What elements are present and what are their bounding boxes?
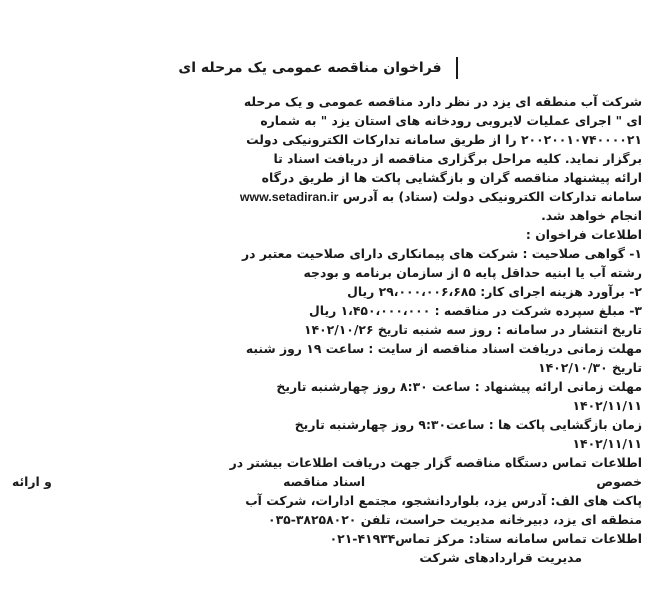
body-line: برگزار نماید. کلیه مراحل برگزاری مناقصه از دریافت اسناد تا — [273, 151, 642, 166]
cost-estimate-line: ۲- برآورد هزینه اجرای کار: ۲۹،۰۰۰،۰۰۶،۶۸۵ ریال — [347, 284, 642, 299]
signature-line: مدیریت قراردادهای شرکت — [419, 550, 582, 565]
title-box-edge — [456, 57, 458, 79]
document-deadline-line: تاریخ ۱۴۰۲/۱۰/۳۰ — [538, 360, 642, 375]
body-line: ۲۰۰۲۰۰۱۰۷۴۰۰۰۰۲۱ را از طریق سامانه تدارکات الکترونیکی دولت — [246, 132, 642, 147]
notice-title: فراخوان مناقصه عمومی یک مرحله ای — [178, 60, 442, 76]
body-line-with-url — [12, 187, 642, 206]
address-line: پاکت های الف: آدرس یزد، بلواردانشجو، مجتمع ادارات، شرکت آب — [245, 493, 642, 508]
bid-deadline-date: ۱۴۰۲/۱۱/۱۱ — [572, 398, 642, 413]
document-deadline-line: مهلت زمانی دریافت اسناد مناقصه از سایت : ساعت ۱۹ روز شنبه — [245, 341, 642, 356]
body-line: ای " اجرای عملیات لایروبی رودخانه های استان یزد " به شماره — [260, 113, 642, 128]
setad-contact-line: اطلاعات تماس سامانه ستاد: مرکز تماس۴۱۹۳۴-۰۲۱ — [329, 531, 642, 546]
contact-split-line — [12, 472, 642, 491]
body-line: انجام خواهد شد. — [541, 208, 642, 223]
opening-time-date: ۱۴۰۲/۱۱/۱۱ — [572, 436, 642, 451]
qualification-line: رشته آب یا ابنیه حداقل پایه ۵ از سازمان برنامه و بودجه — [303, 265, 642, 280]
split-left: و ارائه — [12, 474, 52, 489]
bid-deadline-line: مهلت زمانی ارائه پیشنهاد : ساعت ۸:۳۰ روز چهارشنبه تاریخ — [276, 379, 642, 394]
contact-heading-line: اطلاعات تماس دستگاه مناقصه گزار جهت دریافت اطلاعات بیشتر در — [229, 455, 642, 470]
body-line: ارائه پیشنهاد مناقصه گران و بازگشایی پاکت ها از طریق درگاه — [261, 170, 642, 185]
split-middle: اسناد مناقصه — [283, 474, 366, 489]
address-line: منطقه ای یزد، دبیرخانه مدیریت حراست، تلفن ۳۸۲۵۸۰۲۰-۰۳۵ — [268, 512, 642, 527]
deposit-line: ۳- مبلغ سپرده شرکت در مناقصه : ۱،۴۵۰،۰۰۰،۰۰۰ ریال — [309, 303, 642, 318]
notice-body — [12, 92, 642, 567]
body-line-text: سامانه تدارکات الکترونیکی دولت (ستاد) به آدرس — [342, 189, 642, 204]
qualification-line: ۱- گواهی صلاحیت : شرکت های پیمانکاری دارای صلاحیت معتبر در — [242, 246, 642, 261]
body-line: شرکت آب منطقه ای یزد در نظر دارد مناقصه عمومی و یک مرحله — [243, 94, 642, 109]
opening-time-line: زمان بازگشایی پاکت ها : ساعت۹:۳۰ روز چهارشنبه تاریخ — [294, 417, 642, 432]
section-heading: اطلاعات فراخوان : — [525, 227, 642, 242]
split-right: خصوص — [596, 474, 642, 489]
publish-date-line: تاریخ انتشار در سامانه : روز سه شنبه تاریخ ۱۴۰۲/۱۰/۲۶ — [303, 322, 642, 337]
website-link[interactable]: www.setadiran.ir — [239, 190, 339, 204]
